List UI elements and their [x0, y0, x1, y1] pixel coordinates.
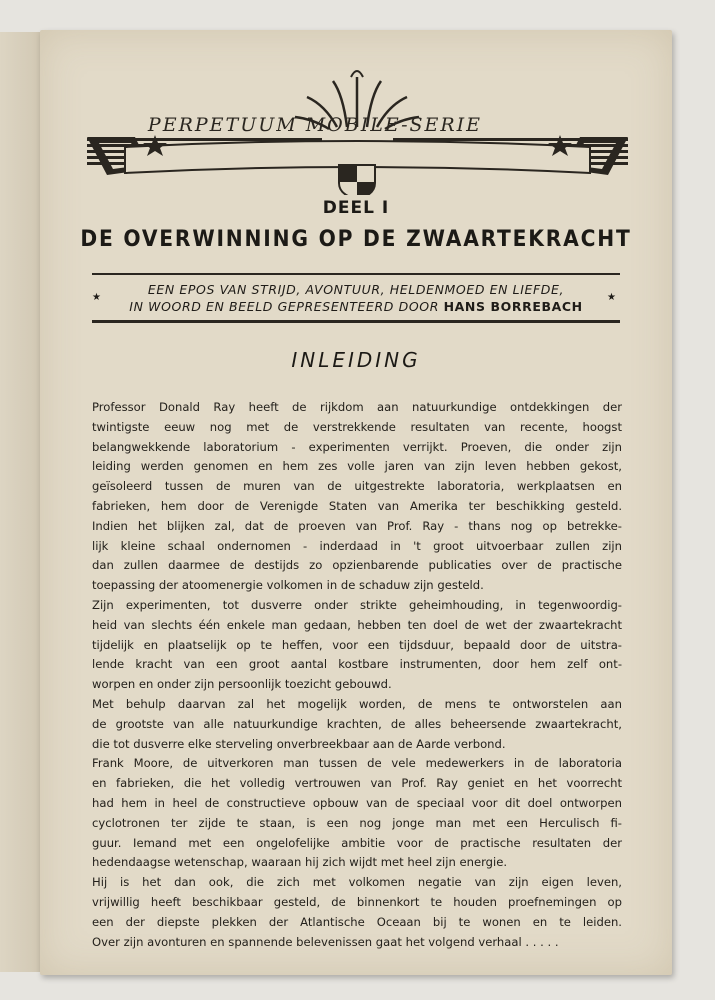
- star-right-icon: ★: [607, 292, 616, 303]
- subtitle-line-1: EEN EPOS VAN STRIJD, AVONTUUR, HELDENMOED EN LIEFDE,: [147, 282, 565, 297]
- introduction-body: [92, 398, 622, 952]
- body-line: Zijn experimenten, tot dusverre onder strikte geheimhouding, in tegenwoordig-: [92, 597, 622, 612]
- body-line: vrijwillig heeft beschikbaar gesteld, de binnenkort te houden proefnemingen op: [92, 894, 622, 909]
- body-line: de grootste van alle natuurkundige krachten, de alles beheersende zwaartekracht,: [92, 716, 622, 731]
- body-line: lende kracht van een groot aantal kostbare instrumenten, door hem zelf ont-: [92, 657, 622, 672]
- subtitle: [92, 281, 620, 315]
- body-line: een der diepste plekken der Atlantische Oceaan bij te wonen en te leiden.: [92, 914, 622, 929]
- body-line: lijk kleine schaal ondernomen - inderdaad in 't groot uitvoerbaar zullen zijn: [92, 538, 622, 553]
- body-line: fabrieken, hem door de Verenigde Staten van Amerika ter beschikking gesteld.: [92, 498, 622, 513]
- body-line: geïsoleerd tussen de muren van de uitgestrekte laboratoria, werkplaatsen en: [92, 479, 622, 494]
- subtitle-line-2-text: IN WOORD EN BEELD GEPRESENTEERD DOOR: [129, 299, 444, 314]
- body-line: heid van slechts één enkele man gedaan, hebben ten doel de wet der zwaartekracht: [92, 617, 622, 632]
- body-line: Indien het blijken zal, dat de proeven van Prof. Ray - thans nog op betrekke-: [92, 518, 622, 533]
- book-title: DE OVERWINNING OP DE ZWAARTEKRACHT: [80, 226, 632, 252]
- body-line: tijdelijk en plaatselijk op te heffen, voor een tijdsduur, bepaald door de uitstra-: [92, 637, 622, 652]
- series-title: PERPETUUM MOBILE-SERIE: [147, 114, 483, 136]
- body-line: Over zijn avonturen en spannende belevenissen gaat het volgend verhaal . . . . .: [92, 934, 559, 949]
- body-line: Frank Moore, de uitverkoren man tussen de vele medewerkers in de laboratoria: [92, 756, 622, 771]
- subtitle-line-2: [92, 298, 620, 315]
- body-line: en fabrieken, die het volledig vertrouwen van Prof. Ray geniet en het voorrecht: [92, 776, 622, 791]
- body-line: dan zullen daarmee de destijds zo opzienbarende publicaties over de practische: [92, 558, 622, 573]
- body-line: belangwekkende laboratorium - experimenten verrijkt. Proeven, die onder zijn: [92, 439, 622, 454]
- star-left-icon: ★: [92, 292, 101, 303]
- body-line: Met behulp daarvan zal het mogelijk worden, de mens te ontworstelen aan: [92, 696, 622, 711]
- body-line: toepassing der atoomenergie volkomen in de schaduw zijn gesteld.: [92, 578, 484, 593]
- book-page: [40, 30, 672, 975]
- part-number: DEEL I: [322, 198, 390, 218]
- divider-top: [92, 273, 620, 275]
- divider-bottom: [92, 320, 620, 323]
- body-line: cyclotronen ter zijde te staan, is een nog jonge man met een Herculisch fi-: [92, 815, 622, 830]
- body-line: Professor Donald Ray heeft de rijkdom aan natuurkundige ontdekkingen der: [92, 400, 622, 414]
- body-line: had hem in heel de constructieve opbouw van de speciaal voor dit doel ontworpen: [92, 795, 622, 810]
- body-line: twintigste eeuw nog met de verstrekkende resultaten van recente, hoogst: [92, 419, 622, 434]
- author-name: HANS BORREBACH: [443, 299, 583, 314]
- body-line: guur. Iemand met een ongelofelijke ambitie voor de practische resultaten der: [92, 835, 622, 850]
- body-line: die tot dusverre elke sterveling onverbreekbaar aan de Aarde verbond.: [92, 736, 506, 751]
- body-line: hedendaagse wetenschap, waaraan hij zich wijdt met heel zijn energie.: [92, 855, 508, 870]
- section-heading: INLEIDING: [291, 348, 421, 372]
- body-line: worpen en onder zijn persoonlijk toezicht gebouwd.: [92, 677, 392, 692]
- body-line: Hij is het dan ook, die zich met volkomen negatie van zijn eigen leven,: [92, 875, 622, 890]
- body-line: leiding werden genomen en hem zes volle jaren van zijn leven hebben gekost,: [92, 459, 622, 474]
